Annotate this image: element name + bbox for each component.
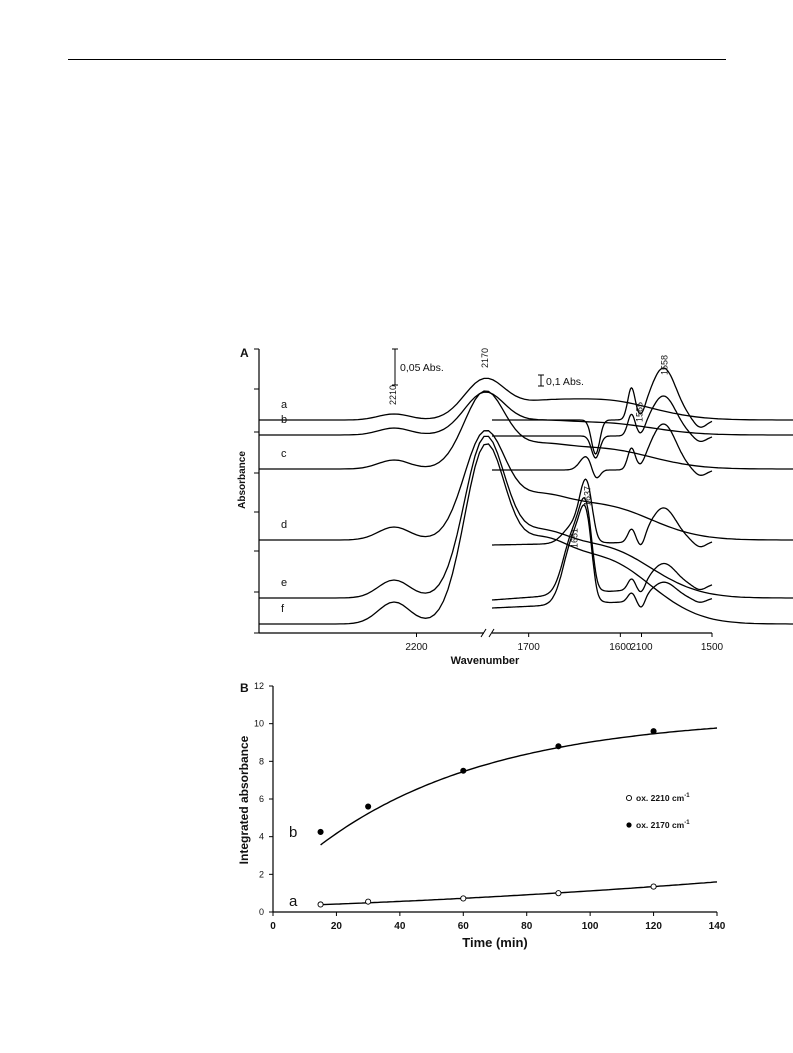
data-point-a bbox=[651, 884, 656, 889]
x-tick-label: 40 bbox=[394, 921, 406, 932]
panel-b-label: B bbox=[240, 681, 249, 695]
panel-a-peak-labels bbox=[388, 348, 669, 548]
data-point-a bbox=[318, 902, 323, 907]
panel-b-fit-curves bbox=[321, 728, 717, 905]
x-tick-label: 140 bbox=[708, 921, 726, 932]
data-point-b bbox=[651, 729, 656, 734]
x-tick-label: 60 bbox=[457, 921, 469, 932]
panel-b-series-labels bbox=[289, 824, 298, 910]
legend-label-2170: ox. 2170 $cm^{-1}$ bbox=[636, 820, 690, 830]
legend-open-circle-marker bbox=[626, 795, 631, 800]
panel-b-legend bbox=[626, 793, 690, 830]
x-tick-label: 120 bbox=[645, 921, 662, 932]
data-point-a bbox=[366, 899, 371, 904]
y-tick-label: 2 bbox=[258, 869, 264, 880]
panel-a-label: A bbox=[240, 346, 249, 360]
fit-curve-a bbox=[321, 882, 717, 905]
y-tick-label: 12 bbox=[253, 681, 264, 691]
spectrum-c-left bbox=[259, 391, 793, 469]
y-tick-label: 6 bbox=[258, 794, 264, 804]
data-point-b bbox=[366, 804, 371, 809]
spectrum-label-a: a bbox=[281, 399, 288, 411]
data-point-b bbox=[461, 768, 466, 773]
legend-label-2210: ox. 2210 $cm^{-1}$ bbox=[636, 793, 690, 803]
spectrum-label-c: c bbox=[281, 448, 287, 460]
panel-a-ylabel: Absorbance bbox=[237, 451, 248, 509]
peak-label-2170: 2170 bbox=[480, 347, 490, 368]
panel-b-ylabel: Integrated absorbance bbox=[237, 735, 251, 865]
spectrum-e-left bbox=[259, 436, 793, 598]
scale-bar-right-label: 0,1 Abs. bbox=[546, 376, 584, 388]
panel-b-ticks bbox=[254, 681, 726, 932]
y-tick-label: 8 bbox=[258, 756, 264, 767]
x-tick-label: 2200 bbox=[405, 642, 428, 653]
peak-label-1637: 1637 bbox=[582, 485, 593, 506]
spectrum-a-left bbox=[259, 378, 793, 420]
peak-label-2210: 2210 bbox=[388, 384, 398, 405]
spectrum-label-b: b bbox=[281, 414, 288, 426]
data-point-b bbox=[556, 744, 561, 749]
x-tick-label: 1600 bbox=[609, 642, 632, 653]
series-label-b: b bbox=[289, 824, 298, 841]
x-tick-label: 20 bbox=[330, 921, 342, 932]
y-tick-label: 0 bbox=[258, 907, 264, 917]
x-tick-label: 100 bbox=[581, 921, 599, 932]
panel-b-points bbox=[318, 729, 656, 907]
x-tick-label: 80 bbox=[521, 921, 533, 932]
spectrum-label-e: e bbox=[281, 577, 288, 589]
spectrum-label-d: d bbox=[281, 519, 288, 531]
legend-filled-circle-marker bbox=[626, 822, 631, 827]
scale-bar-left-label: 0,05 Abs. bbox=[400, 362, 444, 374]
y-tick-label: 4 bbox=[258, 831, 264, 842]
peak-label-1565: 1565 bbox=[634, 401, 645, 422]
panel-a-y-ticks bbox=[254, 349, 259, 633]
panel-a-x-ticks bbox=[405, 633, 723, 653]
peak-label-1558: 1558 bbox=[659, 354, 670, 375]
spectrum-b-left bbox=[259, 392, 793, 435]
x-tick-label: 2100 bbox=[630, 642, 653, 653]
series-label-a: a bbox=[289, 893, 298, 910]
panel-b bbox=[237, 681, 726, 950]
spectrum-label-f: f bbox=[281, 603, 285, 615]
data-point-a bbox=[461, 896, 466, 901]
spectrum-d-left bbox=[259, 431, 793, 540]
panel-a-spectra bbox=[259, 368, 793, 624]
panel-b-xlabel: Time (min) bbox=[462, 935, 528, 950]
spectrum-e-right bbox=[492, 498, 712, 600]
data-point-a bbox=[556, 891, 561, 896]
x-tick-label: 1500 bbox=[700, 642, 724, 653]
x-tick-label: 1700 bbox=[517, 642, 540, 653]
peak-label-1651: 1651 bbox=[569, 527, 580, 548]
data-point-b bbox=[318, 829, 323, 834]
y-tick-label: 10 bbox=[253, 718, 264, 729]
x-tick-label: 0 bbox=[270, 921, 276, 932]
panel-a bbox=[237, 346, 793, 667]
panel-a-xlabel: Wavenumber bbox=[450, 655, 520, 667]
spectrum-d-right bbox=[492, 479, 712, 547]
